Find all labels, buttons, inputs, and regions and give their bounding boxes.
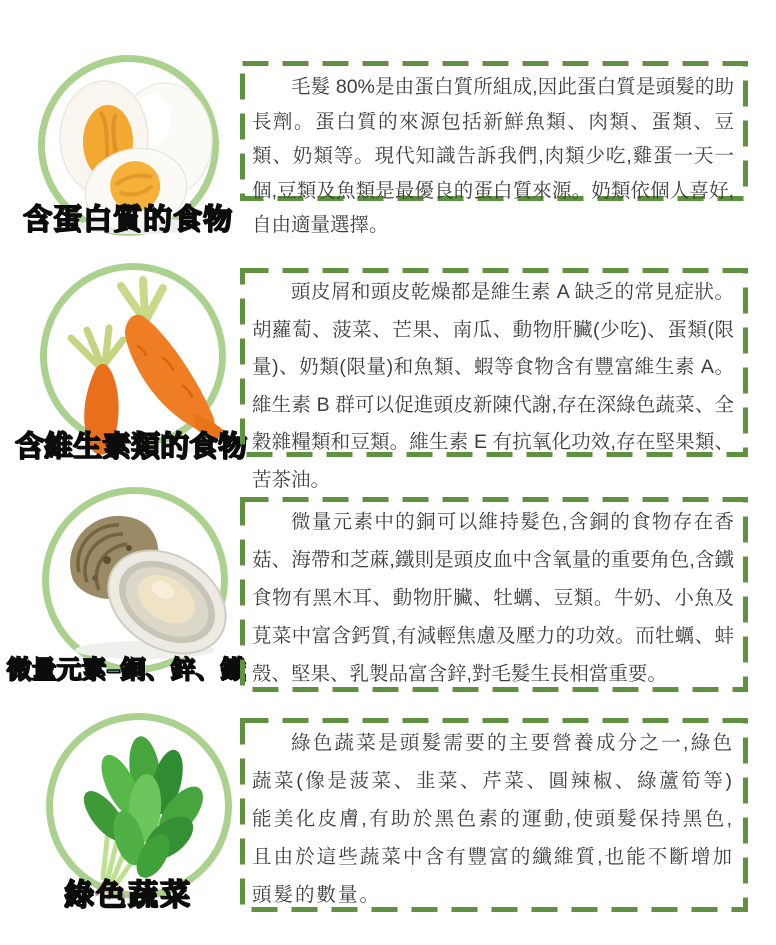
figure-caption-trace-elements: 微量元素–銅、鋅、鐵 — [6, 656, 246, 684]
paragraph-vitamins: 頭皮屑和頭皮乾燥都是維生素 A 缺乏的常見症狀。胡蘿蔔、菠菜、芒果、南瓜、動物肝臟(少吃)、蛋類(限量)、奶類(限量)和魚類、蝦等食物含有豐富維生素 A。維生素 B 群可以促進頭皮新陳代謝,存在深綠色蔬菜、全穀雜糧類和豆類。維生素 E 有抗氧化功效,存在堅果類、苦茶油。 — [252, 281, 734, 491]
textbox-vitamins — [240, 268, 748, 491]
textbox-trace-elements — [240, 497, 748, 692]
textbox-protein — [240, 61, 748, 236]
paragraph-protein: 毛髮 80%是由蛋白質所組成,因此蛋白質是頭髮的助長劑。蛋白質的來源包括新鮮魚類、肉類、蛋類、豆類、奶類等。現代知識告訴我們,肉類少吃,雞蛋一天一個,豆類及魚類是最優良的蛋白質來源。奶類依個人喜好,自由適量選擇。 — [252, 76, 734, 236]
circle-photo-frame — [40, 263, 226, 449]
textbox-green-vegetables — [240, 718, 748, 912]
figure-caption-vitamins: 含維生素類的食物 — [14, 431, 247, 463]
figure-caption-protein: 含蛋白質的食物 — [22, 204, 233, 236]
paragraph-trace-elements: 微量元素中的銅可以維持髮色,含銅的食物存在香菇、海帶和芝蔴,鐵則是頭皮血中含氧量的重要角色,含鐵食物有黑木耳、動物肝臟、牡蠣、豆類。牛奶、小魚及莧菜中富含鈣質,有減輕焦慮及壓力的功效。而牡蠣、蚌殼、堅果、乳製品富含鋅,對毛髮生長相當重要。 — [252, 511, 734, 685]
figure-caption-green-vegetables: 綠色蔬菜 — [64, 879, 192, 912]
circle-photo-frame — [42, 487, 228, 673]
paragraph-green-vegetables: 綠色蔬菜是頭髮需要的主要營養成分之一,綠色蔬菜(像是菠菜、韭菜、芹菜、圓辣椒、綠蘆筍等)能美化皮膚,有助於黑色素的運動,使頭髮保持黑色,且由於這些蔬菜中含有豐富的纖維質,也能不斷增加頭髮的數量。 — [252, 732, 734, 906]
